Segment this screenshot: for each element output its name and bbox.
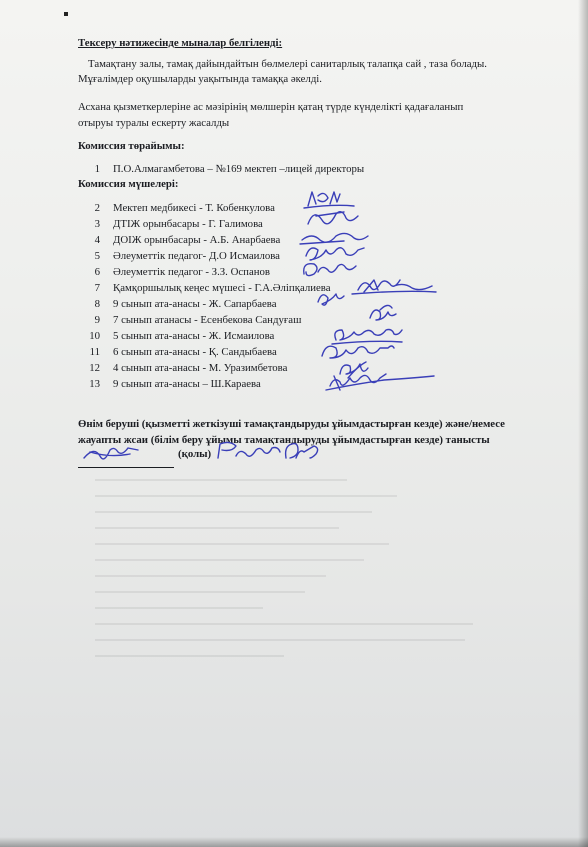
member-number: 12 — [89, 362, 100, 374]
signature-member-6 — [304, 264, 356, 276]
members-heading: Комиссия мүшелері: — [78, 178, 179, 190]
member-entry: Әлеуметтік педагог - З.З. Оспанов — [113, 266, 271, 278]
signature-member-5 — [306, 248, 364, 260]
signature-supplier-name — [218, 442, 318, 458]
member-entry: 9 сынып ата-анасы – Ш.Караева — [113, 378, 261, 390]
member-entry: ДОІЖ орынбасары - А.Б. Анарбаева — [113, 234, 281, 246]
paragraph-2-line-1: Асхана қызметкерлеріне ас мәзірінің мөлшерін қатаң түрде күнделікті қадағаланып — [78, 101, 464, 113]
member-entry: Қамқоршылық кеңес мүшесі - Г.А.Әліпқалиева — [113, 282, 331, 294]
member-number: 4 — [94, 234, 100, 246]
member-number: 11 — [89, 346, 100, 358]
member-number: 5 — [94, 250, 100, 262]
chair-number: 1 — [94, 163, 100, 175]
footer-line-1: Өнім беруші (қызметті жеткізуші тамақтандыруды ұйымдастырған кезде) және/немесе — [78, 418, 505, 430]
member-entry: ДТІЖ орынбасары - Г. Галимова — [113, 218, 263, 230]
page-edge-shadow — [578, 0, 588, 847]
member-number: 9 — [94, 314, 100, 326]
signature-member-13 — [326, 374, 434, 390]
member-entry: 5 сынып ата-анасы - Ж. Исмаилова — [113, 330, 275, 342]
member-entry: Мектеп медбикесі - Т. Кобенкулова — [113, 202, 275, 214]
member-entry: 4 сынып ата-анасы - М. Уразимбетова — [113, 362, 288, 374]
member-number: 3 — [94, 218, 100, 230]
member-entry: Әлеуметтік педагог- Д.О Исмаилова — [113, 250, 280, 262]
signature-label: (қолы) — [178, 448, 212, 460]
member-number: 6 — [94, 266, 100, 278]
member-number: 8 — [94, 298, 100, 310]
signature-member-8 — [318, 294, 344, 305]
signature-member-10 — [332, 330, 402, 345]
member-number: 7 — [94, 282, 100, 294]
findings-heading: Тексеру нәтижесінде мыналар белгіленді: — [78, 37, 283, 49]
signature-member-9 — [370, 305, 396, 320]
signature-member-2 — [304, 192, 354, 208]
chair-heading: Комиссия төрайымы: — [78, 140, 185, 152]
signature-member-7 — [352, 280, 436, 294]
member-entry: 6 сынып ата-анасы - Қ. Сандыбаева — [113, 346, 277, 358]
paragraph-1-line-2: Мұғалімдер оқушыларды уақытында тамаққа әкелді. — [78, 73, 323, 85]
chair-name: П.О.Алмагамбетова – №169 мектеп –лицей директоры — [113, 163, 365, 175]
footer-line-2: жауапты жсаи (білім беру ұйымы тамақтандыруды ұйымдастырған кезде) танысты — [78, 434, 490, 446]
signature-member-11 — [322, 346, 394, 358]
signature-member-3 — [308, 212, 358, 224]
member-entry: 9 сынып ата-анасы - Ж. Сапарбаева — [113, 298, 277, 310]
member-number: 2 — [94, 202, 100, 214]
paragraph-2-line-2: отыруы туралы ескерту жасалды — [78, 117, 230, 129]
signature-member-4 — [300, 233, 368, 244]
member-entry: 7 сынып атанасы - Есенбекова Сандуғаш — [113, 314, 302, 326]
member-number: 13 — [89, 378, 100, 390]
signature-supplier — [84, 448, 138, 459]
page-bottom-shadow — [0, 837, 588, 847]
member-number: 10 — [89, 330, 100, 342]
paragraph-1-line-1: Тамақтану залы, тамақ дайындайтын бөлмелері санитарлық талапқа сай , таза болады. — [88, 58, 487, 70]
